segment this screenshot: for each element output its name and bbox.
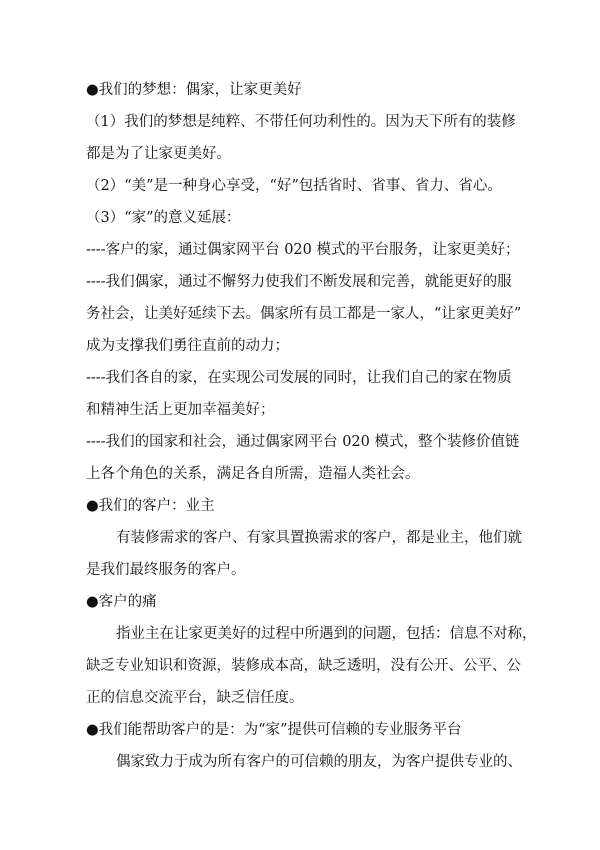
paragraph-line: （3）“家”的意义延展：	[86, 210, 241, 226]
paragraph-line: 偶家致力于成为所有客户的可信赖的朋友，为客户提供专业的、	[116, 754, 522, 770]
paragraph-line: 都是为了让家更美好。	[86, 146, 231, 162]
paragraph-line: （2）“美”是一种身心享受，“好”包括省时、省事、省力、省心。	[86, 178, 502, 194]
paragraph-line: 缺乏专业知识和资源，装修成本高，缺乏透明，没有公开、公平、公	[86, 658, 521, 674]
paragraph-line: 成为支撑我们勇往直前的动力；	[86, 338, 289, 354]
heading-pain-points: ●客户的痛	[86, 594, 157, 610]
paragraph-line: 指业主在让家更美好的过程中所遇到的问题，包括：信息不对称，	[116, 626, 537, 642]
heading-customers: ●我们的客户：业主	[86, 498, 215, 514]
paragraph-line: ----我们的国家和社会，通过偶家网平台 020 模式，整个装修价值链	[86, 434, 520, 450]
paragraph-line: （1）我们的梦想是纯粹、不带任何功利性的。因为天下所有的装修	[86, 114, 516, 130]
paragraph-line: 务社会，让美好延续下去。偶家所有员工都是一家人，“让家更美好”	[86, 306, 522, 322]
heading-dream: ●我们的梦想：偶家，让家更美好	[86, 82, 302, 98]
paragraph-line: 上各个角色的关系，满足各自所需，造福人类社会。	[86, 466, 420, 482]
paragraph-line: 和精神生活上更加幸福美好；	[86, 402, 275, 418]
paragraph-line: 正的信息交流平台，缺乏信任度。	[86, 690, 304, 706]
paragraph-line: ----我们各自的家，在实现公司发展的同时，让我们自己的家在物质	[86, 370, 512, 386]
paragraph-line: ----客户的家，通过偶家网平台 020 模式的平台服务，让家更美好；	[86, 242, 520, 258]
paragraph-line: ----我们偶家，通过不懈努力使我们不断发展和完善，就能更好的服	[86, 274, 512, 290]
heading-how-we-help: ●我们能帮助客户的是：为“家”提供可信赖的专业服务平台	[86, 722, 462, 738]
paragraph-line: 有装修需求的客户、有家具置换需求的客户，都是业主，他们就	[116, 530, 522, 546]
paragraph-line: 是我们最终服务的客户。	[86, 562, 246, 578]
